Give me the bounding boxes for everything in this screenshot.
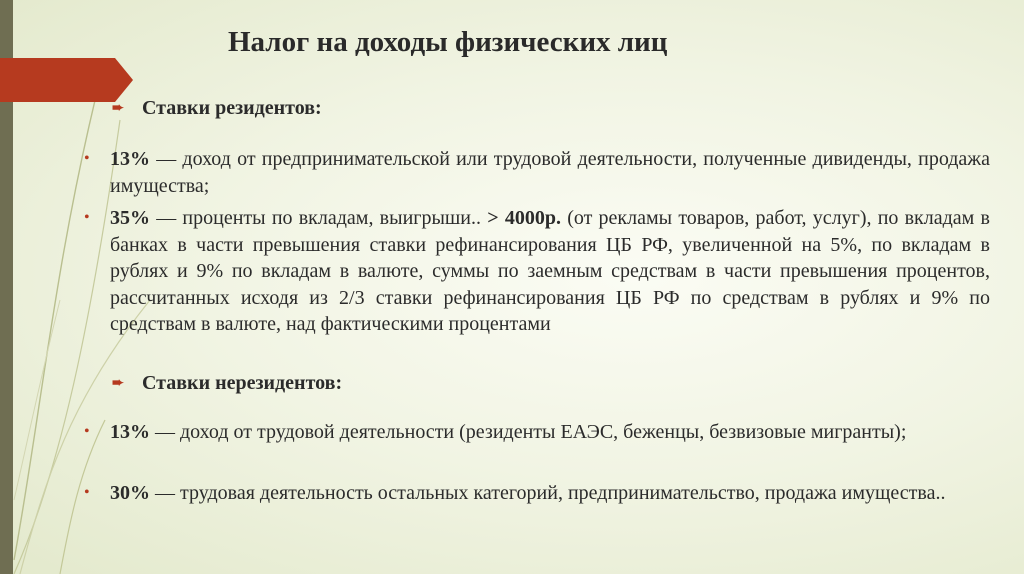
arrow-bullet-icon: ➨ bbox=[112, 101, 124, 116]
residents-heading bbox=[112, 97, 322, 120]
rate-value: 35% bbox=[110, 207, 150, 229]
list-item-nonresident-13 bbox=[84, 419, 990, 446]
bullet-dot-icon: • bbox=[84, 423, 90, 440]
slide-title: Налог на доходы физических лиц bbox=[228, 26, 668, 58]
threshold-value: > 4000р. bbox=[487, 207, 561, 229]
residents-heading-text: Ставки резидентов: bbox=[142, 97, 322, 119]
item-text: — доход от трудовой деятельности (резиденты ЕАЭС, беженцы, безвизовые мигранты); bbox=[150, 421, 907, 443]
bullet-dot-icon: • bbox=[84, 209, 90, 226]
item-text: — трудовая деятельность остальных категорий, предпринимательство, продажа имущества.. bbox=[150, 482, 946, 504]
title-arrow-decor bbox=[0, 58, 133, 102]
list-item-resident-35 bbox=[84, 205, 991, 338]
item-text: — проценты по вкладам, выигрыши.. bbox=[150, 207, 488, 229]
bullet-dot-icon: • bbox=[84, 484, 90, 501]
nonresidents-heading bbox=[112, 372, 342, 395]
rate-value: 13% bbox=[110, 421, 150, 443]
list-item-nonresident-30 bbox=[84, 480, 990, 507]
bullet-dot-icon: • bbox=[84, 150, 90, 167]
list-item-resident-13 bbox=[84, 146, 990, 199]
arrow-bullet-icon: ➨ bbox=[112, 376, 124, 391]
nonresidents-heading-text: Ставки нерезидентов: bbox=[142, 372, 343, 394]
item-text-continued: (от рекламы товаров, работ, услуг), по вкладам в банках в части превышения ставки рефинансирования ЦБ РФ, увеличенной на 5%, по вкладам в рублях и 9% по вкладам в валюте, суммы по заемным средствам в части превышения процентов, рассчитанных исходя из 2/3 ставки рефинансирования ЦБ РФ по средствам в рублях и 9% по средствам в валюте, над фактическими процентами bbox=[110, 207, 991, 335]
item-text: — доход от предпринимательской или трудовой деятельности, полученные дивиденды, продажа имущества; bbox=[110, 148, 990, 197]
rate-value: 30% bbox=[110, 482, 150, 504]
rate-value: 13% bbox=[110, 148, 150, 170]
